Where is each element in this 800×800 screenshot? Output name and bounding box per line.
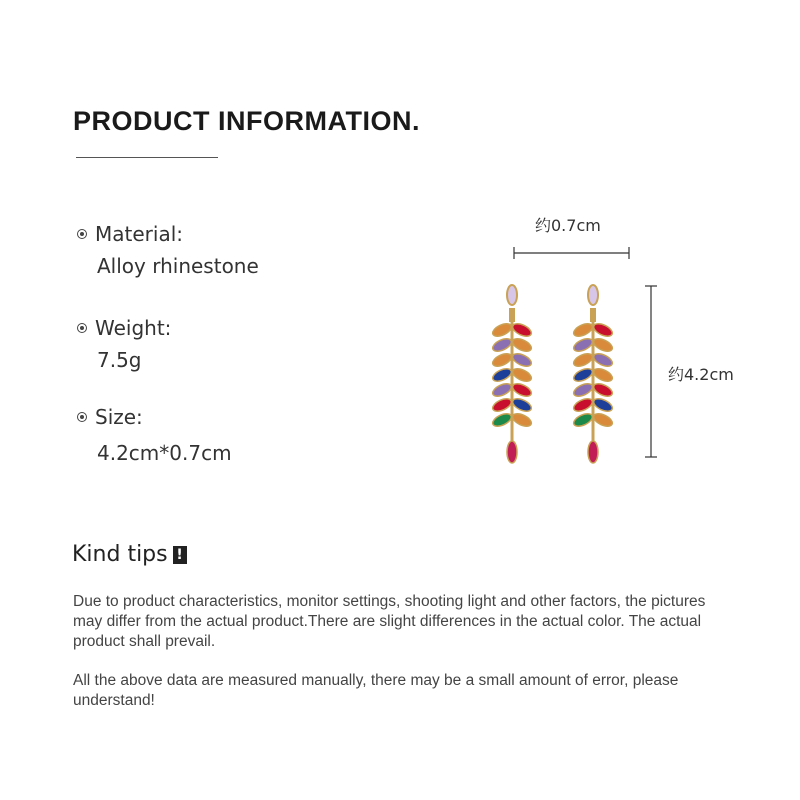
leaf-stone-left	[572, 336, 594, 354]
spec-label: Material:	[95, 222, 183, 246]
leaf-stone-right	[511, 411, 533, 429]
kind-tips-heading	[72, 542, 187, 567]
drop-stone	[507, 441, 517, 463]
leaf-stone-left	[572, 396, 594, 414]
post	[590, 308, 596, 322]
height-dimension-line	[645, 286, 657, 457]
spec-value: 4.2cm*0.7cm	[97, 441, 232, 465]
spec-value: Alloy rhinestone	[97, 254, 259, 278]
leaf-stone-right	[511, 351, 533, 369]
leaf-stone-right	[592, 396, 614, 414]
leaf-stone-right	[592, 381, 614, 399]
tips-paragraph-1: Due to product characteristics, monitor settings, shooting light and other factors, the pictures may differ from the actual product.There are slight differences in the actual color. The actual product shall prevail.	[73, 593, 706, 650]
earring-left	[491, 285, 533, 463]
leaf-stone-left	[491, 321, 513, 339]
width-dimension-line	[514, 247, 629, 259]
leaf-stone-right	[511, 336, 533, 354]
height-dimension-label: 约4.2cm	[668, 365, 734, 384]
earring-right	[572, 285, 614, 463]
leaf-stone-left	[572, 411, 594, 429]
leaf-stone-right	[592, 366, 614, 384]
leaf-stone-left	[491, 411, 513, 429]
kind-tips-label: Kind tips	[72, 542, 168, 567]
spec-label: Size:	[95, 405, 143, 429]
stud-stone	[507, 285, 517, 305]
leaf-stone-left	[491, 336, 513, 354]
tips-paragraph-2: All the above data are measured manually, there may be a small amount of error, please understand!	[73, 672, 679, 709]
width-dimension-label: 约0.7cm	[535, 216, 601, 235]
leaf-stone-left	[572, 321, 594, 339]
leaf-stone-right	[511, 321, 533, 339]
exclamation-icon: !	[173, 546, 187, 564]
leaf-stone-left	[572, 351, 594, 369]
leaf-stone-right	[592, 321, 614, 339]
leaf-stone-left	[491, 381, 513, 399]
spec-label: Weight:	[95, 316, 172, 340]
leaf-stone-right	[592, 336, 614, 354]
leaf-stone-left	[491, 366, 513, 384]
leaf-stone-right	[592, 411, 614, 429]
drop-stone	[588, 441, 598, 463]
spec-value: 7.5g	[97, 348, 142, 372]
page-title: PRODUCT INFORMATION.	[73, 106, 420, 136]
post	[509, 308, 515, 322]
leaf-stone-left	[491, 351, 513, 369]
leaf-stone-right	[511, 396, 533, 414]
leaf-stone-left	[491, 396, 513, 414]
leaf-stone-left	[572, 366, 594, 384]
leaf-stone-right	[592, 351, 614, 369]
leaf-stone-left	[572, 381, 594, 399]
leaf-stone-right	[511, 366, 533, 384]
stud-stone	[588, 285, 598, 305]
leaf-stone-right	[511, 381, 533, 399]
